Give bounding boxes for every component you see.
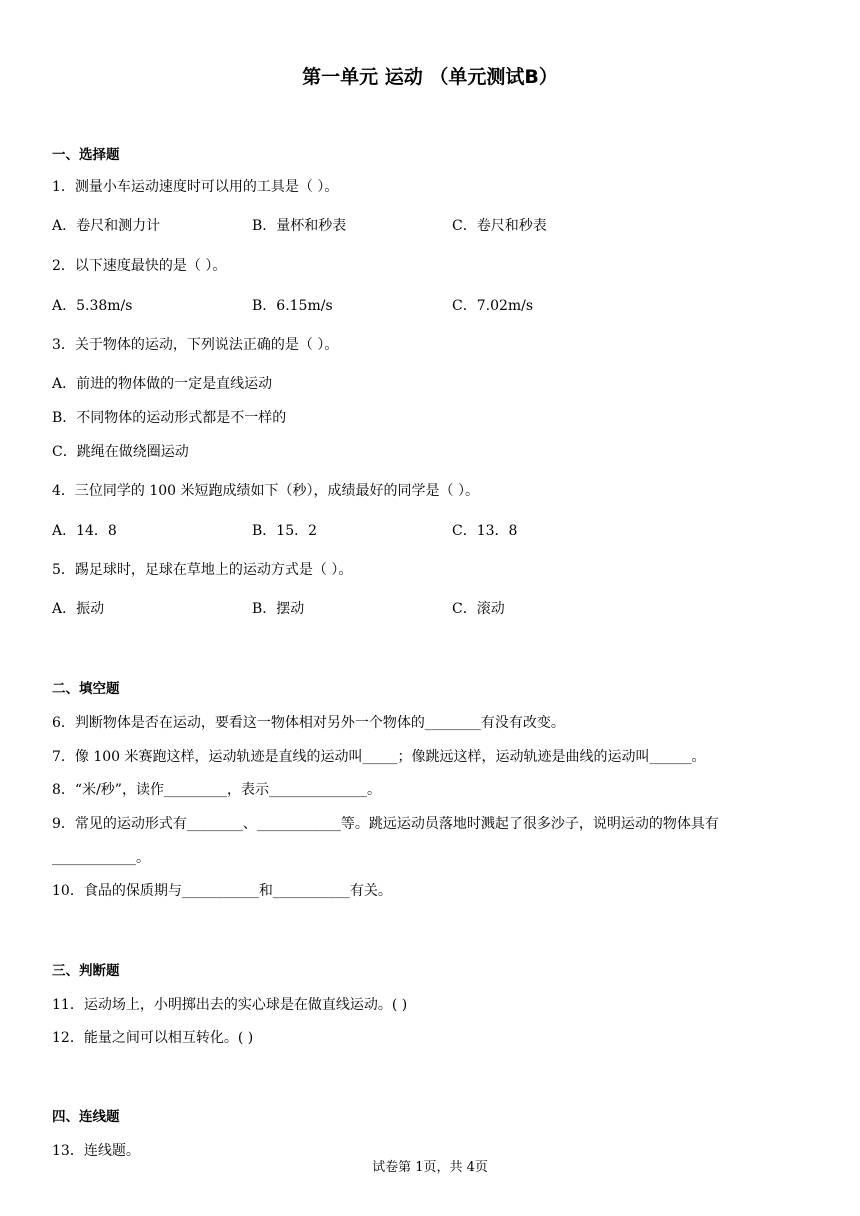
question-6: 6．判断物体是否在运动，要看这一物体相对另外一个物体的________有没有改变。: [52, 715, 565, 731]
section-heading-judge: 三、判断题: [52, 963, 120, 979]
question-11: 11．运动场上，小明掷出去的实心球是在做直线运动。( ): [52, 997, 408, 1013]
question-7: 7．像 100 米赛跑这样，运动轨迹是直线的运动叫_____；像跳远这样，运动轨迹是曲线的运动叫______。: [52, 749, 706, 765]
question-5-stem: 5．踢足球时，足球在草地上的运动方式是（ ）。: [52, 562, 353, 578]
section-heading-choice: 一、选择题: [52, 147, 120, 163]
question-5-option-b: B．摆动: [252, 601, 305, 617]
question-4-option-c: C．13．8: [452, 523, 518, 539]
question-13: 13．连线题。: [52, 1143, 140, 1159]
question-3-stem: 3．关于物体的运动，下列说法正确的是（ ）。: [52, 337, 339, 353]
question-1-option-b: B．量杯和秒表: [252, 218, 347, 234]
question-3-option-c: C．跳绳在做绕圈运动: [52, 444, 189, 460]
question-3-option-b: B．不同物体的运动形式都是不一样的: [52, 410, 287, 426]
question-2-option-a: A．5.38m/s: [52, 298, 133, 314]
question-12: 12．能量之间可以相互转化。( ): [52, 1030, 254, 1046]
question-1-option-c: C．卷尺和秒表: [452, 218, 547, 234]
section-heading-match: 四、连线题: [52, 1109, 120, 1125]
question-4-option-b: B．15．2: [252, 523, 318, 539]
page-footer: 试卷第 1页，共 4页: [372, 1160, 488, 1175]
question-5-option-c: C．滚动: [452, 601, 505, 617]
question-2-option-c: C．7.02m/s: [452, 298, 534, 314]
question-4-stem: 4．三位同学的 100 米短跑成绩如下（秒），成绩最好的同学是（ ）。: [52, 483, 479, 499]
question-2-option-b: B．6.15m/s: [252, 298, 333, 314]
question-4-option-a: A．14．8: [52, 523, 117, 539]
question-1-option-a: A．卷尺和测力计: [52, 218, 161, 234]
question-10: 10．食品的保质期与___________和___________有关。: [52, 883, 392, 899]
question-2-stem: 2．以下速度最快的是（ ）。: [52, 258, 227, 274]
question-9-line-2: ____________。: [52, 850, 150, 866]
question-3-option-a: A．前进的物体做的一定是直线运动: [52, 376, 273, 392]
question-9-line-1: 9．常见的运动形式有________、____________等。跳远运动员落地时溅起了很多沙子，说明运动的物体具有: [52, 816, 719, 832]
section-heading-fill: 二、填空题: [52, 681, 120, 697]
question-5-option-a: A．振动: [52, 601, 105, 617]
page-title: 第一单元 运动 （单元测试B）: [302, 66, 558, 88]
question-1-stem: 1．测量小车运动速度时可以用的工具是（ ）。: [52, 179, 339, 195]
question-8: 8．“米/秒”，读作_________，表示______________。: [52, 782, 381, 798]
